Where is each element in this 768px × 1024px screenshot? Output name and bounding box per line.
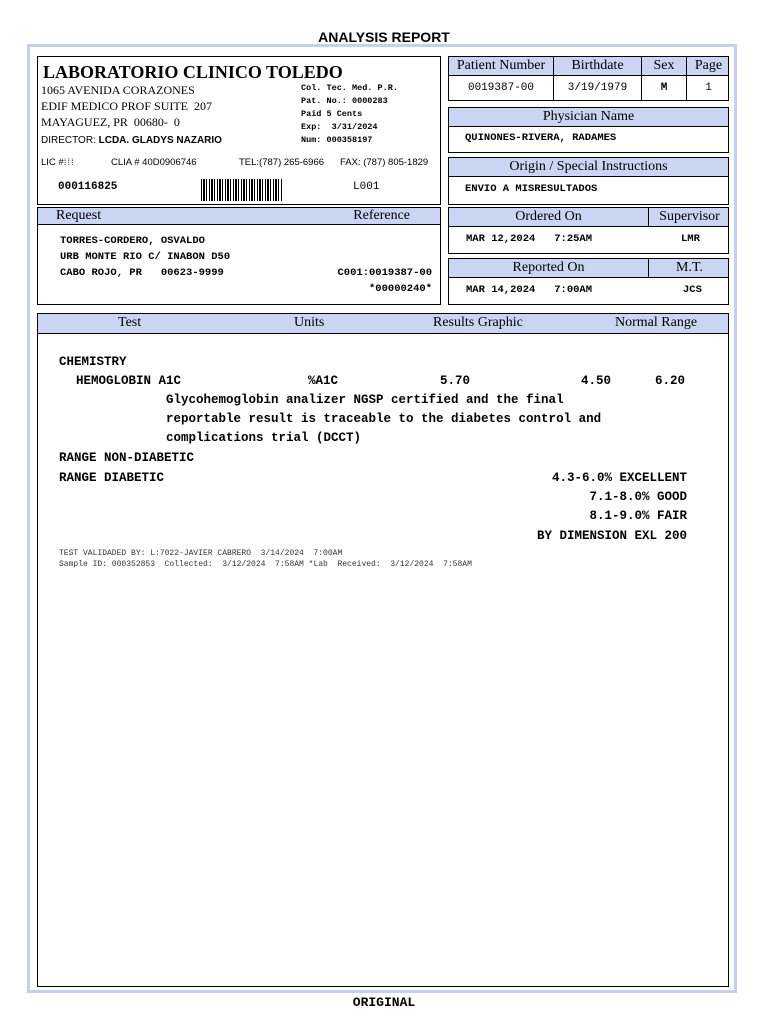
request-line2: URB MONTE RIO C/ INABON D50 [60,251,231,263]
physician-header-label: Physician Name [542,109,635,124]
results-graphic-column-header: Results Graphic [433,315,523,330]
lab-address-line3: MAYAGUEZ, PR 00680- 0 [41,115,180,129]
lab-name: LABORATORIO CLINICO TOLEDO [43,62,343,82]
supervisor-header: Supervisor [648,208,730,226]
units-column-header: Units [294,315,325,330]
patient-value-row [448,75,729,101]
request-line3: CABO ROJO, PR 00623-9999 [60,267,224,279]
barcode-image [201,179,283,201]
reported-on: MAR 14,2024 7:00AM [466,284,593,296]
test-column-header: Test [118,315,142,330]
physician-name-value: QUINONES-RIVERA, RADAMES [465,132,617,144]
range-low: 4.50 [581,374,612,388]
ordered-on: MAR 12,2024 7:25AM [466,233,593,245]
fax: FAX: (787) 805-1829 [340,157,429,168]
range-excellent: 4.3-6.0% EXCELLENT [551,471,687,485]
request-line1: TORRES-CORDERO, OSVALDO [60,235,205,247]
ordered-value-row [448,226,729,254]
clia: CLIA # 40D0906746 [111,157,197,168]
account-number: 000116825 [58,181,118,193]
medical-technologist: JCS [683,284,702,296]
range-diabetic: RANGE DIABETIC [59,471,165,485]
footer-original: ORIGINAL [352,995,416,1010]
lab-director [41,135,222,146]
supervisor: LMR [681,233,700,245]
range-fair: 8.1-9.0% FAIR [589,509,687,523]
origin-instructions [448,176,729,205]
note-line3: complications trial (DCCT) [166,431,362,445]
director-label: DIRECTOR: [41,135,96,146]
birthdate-header: Birthdate [553,57,641,75]
reference-label: Reference [353,208,410,223]
page-title: ANALYSIS REPORT [318,29,450,45]
range-good: 7.1-8.0% GOOD [589,490,687,504]
patient-box [448,56,729,101]
section-chemistry: CHEMISTRY [59,355,127,369]
results-body [37,333,729,987]
reported-value-row [448,277,729,305]
note-line2: reportable result is traceable to the diabetes control and [166,412,602,426]
origin-value: ENVIO A MISRESULTADOS [465,183,598,195]
method: BY DIMENSION EXL 200 [536,529,687,543]
page-header: Page [686,57,730,75]
validated-by: TEST VALIDADED BY: L:7022-JAVIER CABRERO 3/14/2024 7:00AM [59,549,343,558]
sample-info: Sample ID: 000352853 Collected: 3/12/2024 7:58AM *Lab Received: 3/12/2024 7:58AM [59,560,472,569]
lab-info-box [37,56,441,205]
patient-header-row [448,56,729,76]
lab-address-line2: EDIF MEDICO PROF SUITE 207 [41,99,213,113]
lab-address-line1: 1065 AVENIDA CORAZONES [41,83,195,97]
pat-no: Pat. No.: 0000283 [301,96,388,106]
sex: M [641,76,686,100]
exp: Exp: 3/31/2024 [301,122,378,132]
lic-label: LIC # [41,157,64,168]
results-header-row [37,313,729,334]
lic: LIC #⁞⁞⁞ [41,157,75,168]
tel: TEL:(787) 265-6966 [239,157,325,168]
range-non-diabetic: RANGE NON-DIABETIC [59,451,195,465]
test-result-value: 5.70 [440,374,471,388]
test-units: %A1C [308,374,339,388]
request-label: Request [56,208,102,223]
reported-header-row [448,258,729,278]
request-box [37,224,441,305]
birthdate: 3/19/1979 [553,76,641,100]
page-number: 1 [686,76,730,100]
test-hemoglobin-a1c: HEMOGLOBIN A1C [76,374,182,388]
ordered-header-row [448,207,729,227]
patient-number-header: Patient Number [456,58,546,73]
ordered-on-header: Ordered On [515,209,582,224]
sex-header: Sex [641,57,686,75]
num: Num: 000358197 [301,135,373,145]
origin-header [448,157,729,177]
request-header [37,207,441,225]
physician-header [448,107,729,127]
reference-line2: *00000240* [368,283,432,295]
patient-number: 0019387-00 [467,82,534,94]
physician-name [448,126,729,153]
paid: Paid 5 Cents [301,109,363,119]
normal-range-column-header: Normal Range [615,315,698,330]
mt-header: M.T. [648,259,730,277]
origin-header-label: Origin / Special Instructions [509,159,668,174]
reference-line1: C001:0019387-00 [337,267,432,279]
note-line1: Glycohemoglobin analizer NGSP certified and the final [166,393,564,407]
director-name: LCDA. GLADYS NAZARIO [98,135,222,146]
range-high: 6.20 [655,374,686,388]
reported-on-header: Reported On [512,260,585,275]
location-code: L001 [353,181,380,193]
col-tec: Col. Tec. Med. P.R. [301,83,398,93]
